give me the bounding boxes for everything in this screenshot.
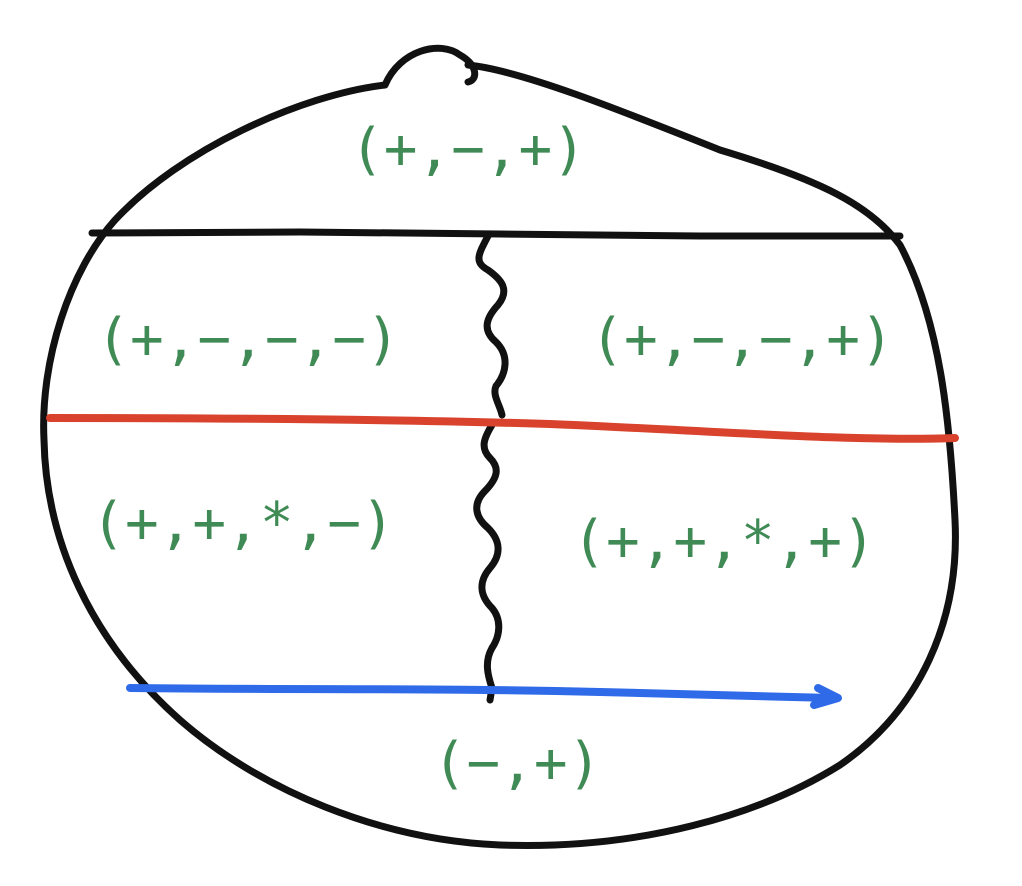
- upper-wavy-divider: [479, 236, 505, 415]
- lower-divider-hatches: [424, 485, 462, 612]
- lower-wavy-divider: [477, 425, 499, 688]
- region-label-bottom: (−,+): [432, 731, 602, 796]
- region-label-upper-right: (+,−,−,+): [590, 307, 894, 372]
- region-label-lower-left: (+,+,*,−): [91, 491, 395, 556]
- region-label-lower-right: (+,+,*,+): [572, 509, 876, 574]
- upper-divider-hatches: [448, 292, 480, 368]
- left-wall-hatches: [182, 246, 378, 280]
- outer-boundary-curve: [44, 65, 956, 845]
- blue-arrow-line: [130, 688, 832, 698]
- region-label-upper-left: (+,−,−,−): [96, 307, 400, 372]
- top-loop-curve: [385, 48, 475, 85]
- top-horizontal-wall: [92, 232, 900, 236]
- red-horizontal-line: [50, 418, 955, 439]
- region-label-top: (+,−,+): [349, 117, 587, 182]
